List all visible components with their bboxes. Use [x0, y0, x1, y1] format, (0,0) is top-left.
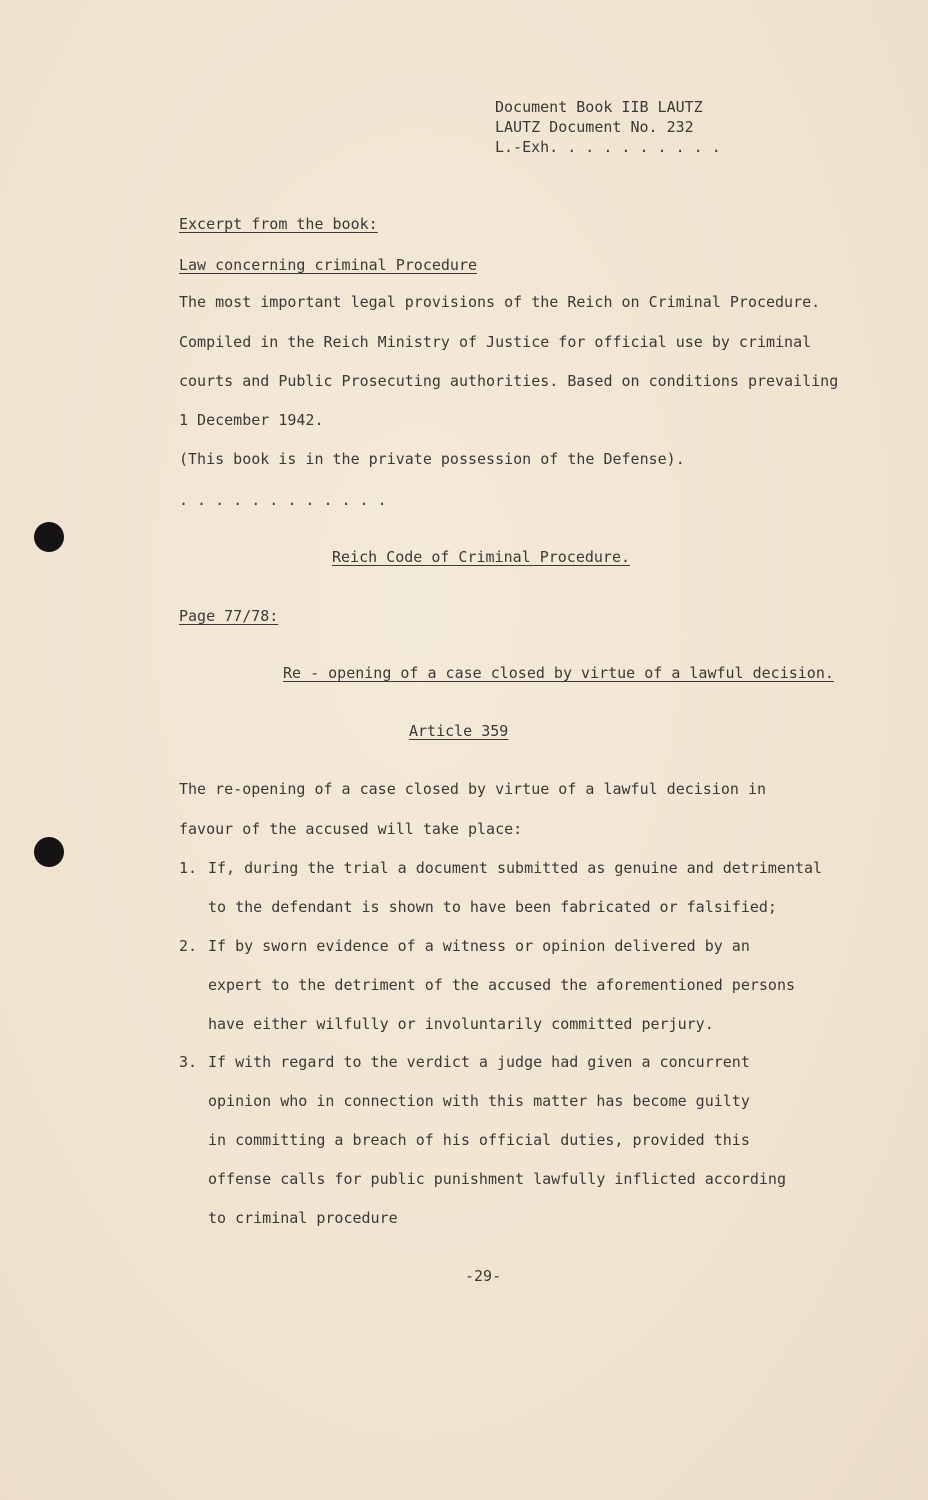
- header-line-2: LAUTZ Document No. 232: [495, 118, 694, 136]
- item-number: 1.: [179, 859, 198, 877]
- item-line: offense calls for public punishment lawfully inflicted according: [208, 1170, 786, 1188]
- code-title: Reich Code of Criminal Procedure.: [332, 548, 631, 566]
- item-number: 3.: [179, 1053, 198, 1071]
- book-title: Law concerning criminal Procedure: [179, 256, 478, 274]
- book-description-line: The most important legal provisions of the Reich on Criminal Procedure.: [179, 293, 821, 311]
- item-line: in committing a breach of his official duties, provided this: [208, 1131, 750, 1149]
- article-title: Article 359: [409, 722, 509, 740]
- item-line: opinion who in connection with this matter has become guilty: [208, 1092, 750, 1110]
- item-line: If, during the trial a document submitted as genuine and detrimental: [208, 859, 823, 877]
- intro-line: favour of the accused will take place:: [179, 820, 523, 838]
- item-line: If with regard to the verdict a judge had given a concurrent: [208, 1053, 750, 1071]
- book-description-line: 1 December 1942.: [179, 411, 324, 429]
- reopening-title: Re - opening of a case closed by virtue of a lawful decision.: [283, 664, 834, 682]
- ellipsis-dots: . . . . . . . . . . . .: [179, 491, 387, 509]
- item-line: If by sworn evidence of a witness or opinion delivered by an: [208, 937, 750, 955]
- book-description-line: Compiled in the Reich Ministry of Justice for official use by criminal: [179, 333, 812, 351]
- possession-note: (This book is in the private possession of the Defense).: [179, 450, 685, 468]
- item-line: to the defendant is shown to have been fabricated or falsified;: [208, 898, 777, 916]
- excerpt-heading: Excerpt from the book:: [179, 215, 378, 233]
- punch-hole: [34, 837, 64, 867]
- punch-hole: [34, 522, 64, 552]
- item-number: 2.: [179, 937, 198, 955]
- header-line-3: L.-Exh. . . . . . . . . .: [495, 138, 721, 156]
- item-line: to criminal procedure: [208, 1209, 398, 1227]
- intro-line: The re-opening of a case closed by virtue of a lawful decision in: [179, 780, 766, 798]
- item-line: expert to the detriment of the accused the aforementioned persons: [208, 976, 795, 994]
- item-line: have either wilfully or involuntarily committed perjury.: [208, 1015, 714, 1033]
- book-description-line: courts and Public Prosecuting authorities. Based on conditions prevailing: [179, 372, 839, 390]
- page-number: -29-: [465, 1267, 502, 1285]
- header-line-1: Document Book IIB LAUTZ: [495, 98, 703, 116]
- page-reference: Page 77/78:: [179, 607, 279, 625]
